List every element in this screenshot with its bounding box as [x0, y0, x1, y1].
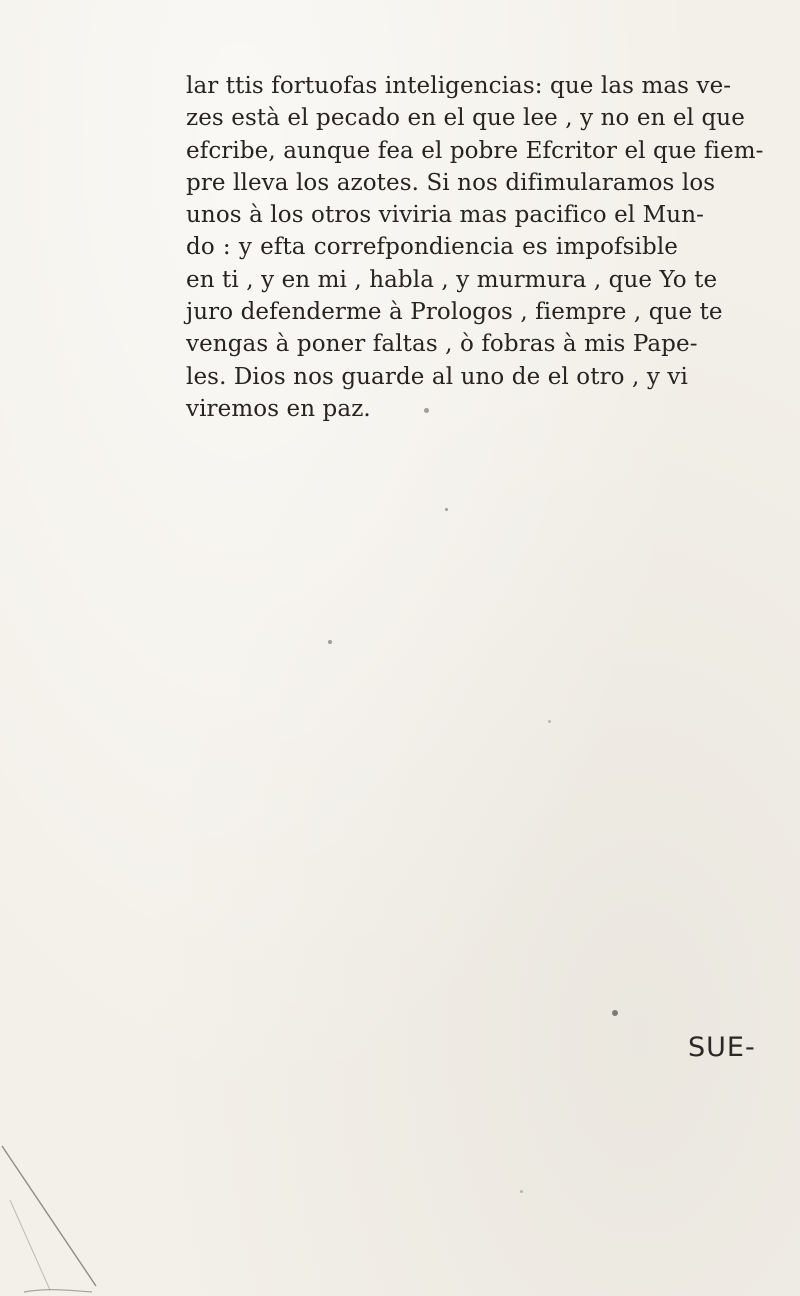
paper-speck: [424, 408, 429, 413]
body-text: [186, 70, 764, 425]
text-line: les. Dios nos guarde al uno de el otro , y vi: [186, 363, 688, 390]
paper-speck: [612, 1010, 618, 1016]
paper-speck: [445, 508, 448, 511]
text-line: juro defenderme à Prologos , fiempre , que te: [186, 299, 723, 326]
text-line: en ti , y en mi , habla , y murmura , que Yo te: [186, 266, 718, 293]
catchword: SUE-: [688, 1032, 756, 1063]
text-line: efcribe, aunque fea el pobre Efcritor el que fiem-: [186, 137, 764, 164]
paper-speck: [548, 720, 551, 723]
corner-ink-mark: [0, 1140, 140, 1296]
text-line: lar ttis fortuofas inteligencias: que las mas ve-: [186, 73, 732, 99]
text-line: unos à los otros viviria mas pacifico el Mun-: [186, 202, 704, 229]
paper-speck: [520, 1190, 523, 1193]
text-line: pre lleva los azotes. Si nos difimularamos los: [186, 169, 716, 196]
text-line: vengas à poner faltas , ò fobras à mis Pape-: [186, 331, 698, 358]
text-line: viremos en paz.: [186, 395, 371, 422]
paper-speck: [328, 640, 332, 644]
text-line: zes està el pecado en el que lee , y no en el que: [186, 105, 745, 132]
text-line: do : y efta correfpondiencia es impofsible: [186, 234, 678, 261]
